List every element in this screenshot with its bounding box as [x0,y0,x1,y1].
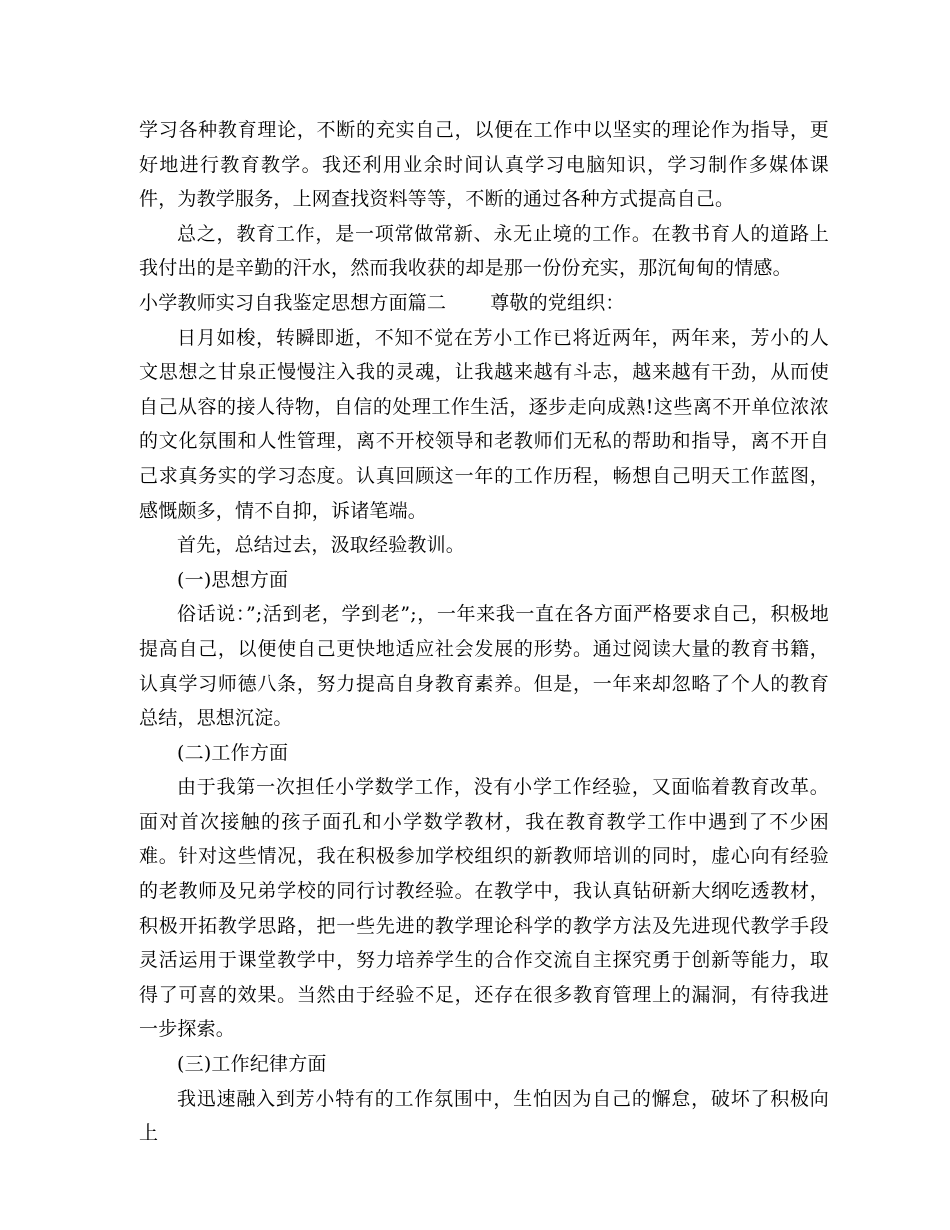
subheading-discipline: (三)工作纪律方面 [177,1053,327,1076]
paragraph-discipline: 我迅速融入到芳小特有的工作氛围中，生怕因为自己的懈怠，破坏了积极向上 [139,1087,829,1145]
salutation: 尊敬的党组织： [490,291,625,314]
paragraph-thought: 俗话说：”;活到老，学到老”;，一年来我一直在各方面严格要求自己，积极地提高自己，以便使自己更快地适应社会发展的形势。通过阅读大量的教育书籍，认真学习师德八条，努力提高自身教育素养。但是，一年来却忽略了个人的教育总结，思想沉淀。 [139,603,829,730]
paragraph-introduction: 日月如梭，转瞬即逝，不知不觉在芳小工作已将近两年，两年来，芳小的人文思想之甘泉正慢慢注入我的灵魂，让我越来越有斗志，越来越有干劲，从而使自己从容的接人待物，自信的处理工作生活，逐步走向成熟!这些离不开单位浓浓的文化氛围和人性管理，离不开校领导和老教师们无私的帮助和指导，离不开自己求真务实的学习态度。认真回顾这一年的工作历程，畅想自己明天工作蓝图，感慨颇多，情不自抑，诉诸笔端。 [139,326,829,522]
paragraph-work: 由于我第一次担任小学数学工作，没有小学工作经验，又面临着教育改革。面对首次接触的孩子面孔和小学数学教材，我在教育教学工作中遇到了不少困难。针对这些情况，我在积极参加学校组织的新教师培训的同时，虚心向有经验的老教师及兄弟学校的同行讨教经验。在教学中，我认真钻研新大纲吃透教材，积极开拓教学思路，把一些先进的教学理论科学的教学方法及先进现代教学手段灵活运用于课堂教学中，努力培养学生的合作交流自主探究勇于创新等能力，取得了可喜的效果。当然由于经验不足，还存在很多教育管理上的漏洞，有待我进一步探索。 [139,776,829,1041]
paragraph-conclusion: 总之，教育工作，是一项常做常新、永无止境的工作。在教书育人的道路上我付出的是辛勤的汗水，然而我收获的却是那一份份充实，那沉甸甸的情感。 [139,222,829,280]
paragraph-continued-study: 学习各种教育理论，不断的充实自己，以便在工作中以坚实的理论作为指导，更好地进行教育教学。我还利用业余时间认真学习电脑知识，学习制作多媒体课件，为教学服务，上网查找资料等等，不断的通过各种方式提高自己。 [139,119,829,211]
section-heading [139,286,829,321]
section-title: 小学教师实习自我鉴定思想方面篇二 [139,291,447,314]
paragraph-summary-lead: 首先，总结过去，汲取经验教训。 [177,534,466,557]
subheading-thought: (一)思想方面 [177,568,289,591]
subheading-work: (二)工作方面 [177,741,289,764]
document-body [139,113,829,1151]
